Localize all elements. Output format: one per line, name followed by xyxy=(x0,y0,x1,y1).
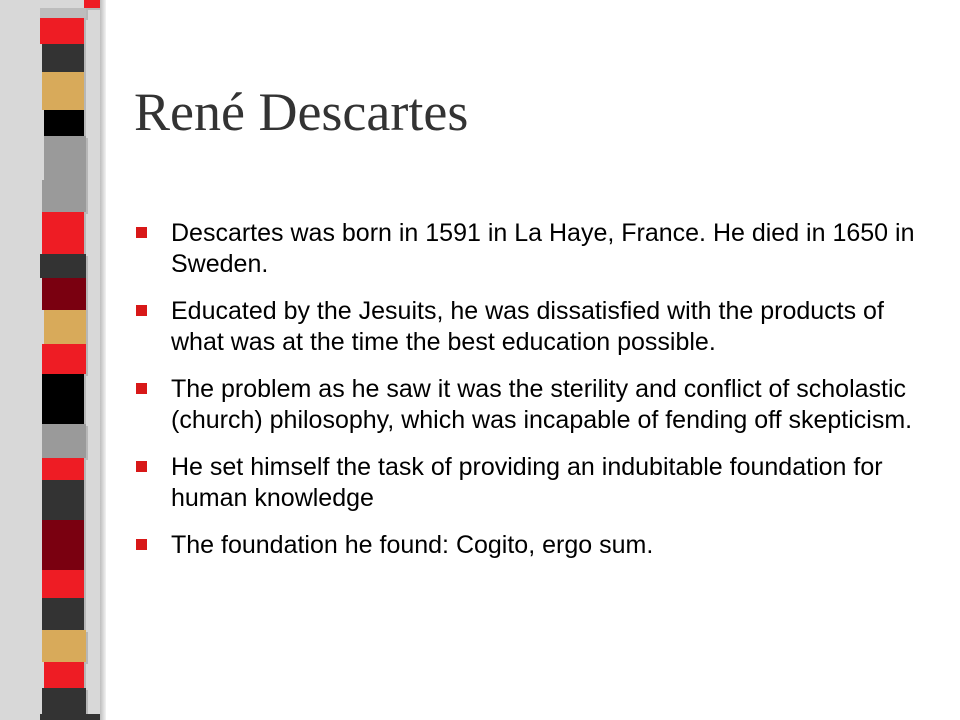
stripe-block xyxy=(42,212,84,254)
stripe-block xyxy=(44,110,84,136)
stripe-block xyxy=(84,0,100,8)
stripe-block xyxy=(44,310,86,344)
stripe-block xyxy=(42,278,86,310)
stripe-block xyxy=(42,344,86,374)
bullet-square-icon xyxy=(136,539,147,550)
stripe-block xyxy=(42,598,84,630)
bullet-item xyxy=(134,530,924,561)
bullet-item xyxy=(134,296,924,358)
bullet-text: The problem as he saw it was the sterility and conflict of scholastic (church) philosophy, which was incapable of fending off skepticism. xyxy=(171,375,913,434)
bullet-text: The foundation he found: Cogito, ergo sum. xyxy=(171,531,654,559)
stripe-block xyxy=(42,688,86,714)
bullet-item xyxy=(134,452,924,514)
stripe-shadow xyxy=(100,0,106,720)
stripe-block xyxy=(42,570,84,598)
bullet-text: He set himself the task of providing an indubitable foundation for human knowledge xyxy=(171,453,883,512)
stripe-block xyxy=(42,520,84,570)
stripe-block xyxy=(42,374,84,424)
bullet-square-icon xyxy=(136,461,147,472)
decorative-stripe xyxy=(0,0,106,720)
stripe-block xyxy=(40,714,100,720)
bullet-square-icon xyxy=(136,383,147,394)
stripe-block xyxy=(42,480,84,520)
stripe-block xyxy=(42,424,86,458)
stripe-block xyxy=(42,72,84,110)
stripe-block xyxy=(40,254,86,278)
bullet-text: Descartes was born in 1591 in La Haye, France. He died in 1650 in Sweden. xyxy=(171,219,915,278)
bullet-square-icon xyxy=(136,305,147,316)
stripe-block xyxy=(42,180,86,212)
stripe-block xyxy=(42,44,84,72)
bullet-list xyxy=(134,218,924,577)
stripe-block xyxy=(40,8,86,18)
bullet-square-icon xyxy=(136,227,147,238)
stripe-block xyxy=(40,18,84,44)
bullet-text: Educated by the Jesuits, he was dissatisfied with the products of what was at the time the best education possible. xyxy=(171,297,884,356)
slide-title: René Descartes xyxy=(134,82,469,142)
bullet-item xyxy=(134,374,924,436)
stripe-block xyxy=(42,630,86,662)
stripe-block xyxy=(44,136,86,180)
stripe-block xyxy=(44,662,84,688)
bullet-item xyxy=(134,218,924,280)
stripe-block xyxy=(42,458,84,480)
